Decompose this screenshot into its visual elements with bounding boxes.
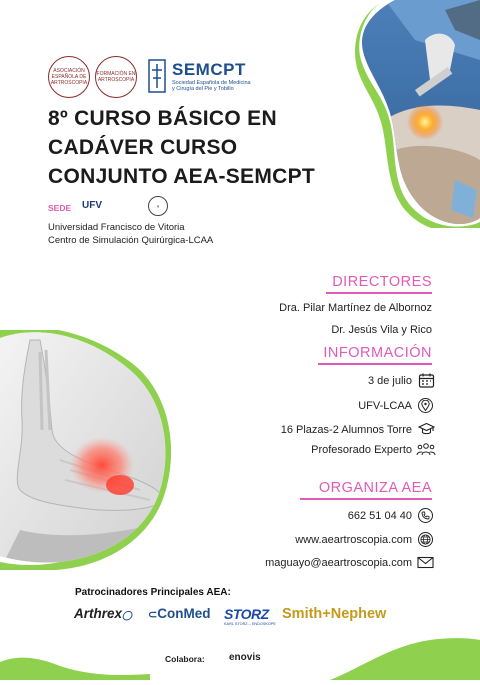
surgery-photo (355, 0, 480, 228)
info-date: 3 de julio (367, 375, 412, 387)
conmed-logo: ⊂ConMed (148, 606, 211, 621)
title-line: CADÁVER CURSO (48, 136, 238, 159)
informacion-title: INFORMACIÓN (323, 345, 432, 361)
director-name: Dr. Jesús Vila y Rico (331, 324, 432, 336)
phone-icon (418, 508, 433, 523)
venue-line: Universidad Francisco de Vitoria (48, 222, 185, 233)
calendar-icon (418, 372, 435, 394)
sede-label: SEDE (48, 203, 72, 213)
colabora-label: Colabora: (165, 654, 205, 664)
semcpt-name: SEMCPT (172, 60, 246, 79)
arthrex-logo: Arthrex◯ (74, 606, 133, 621)
info-plazas: 16 Plazas-2 Alumnos Torre (280, 424, 412, 436)
sponsors-title: Patrocinadores Principales AEA: (75, 587, 231, 598)
title-line: 8º CURSO BÁSICO EN (48, 107, 277, 130)
section-divider (300, 498, 432, 500)
enovis-logo: enovis (229, 652, 261, 663)
conmed-mark-icon: ⊂ (148, 609, 158, 621)
group-icon (416, 442, 436, 462)
globe-icon (418, 532, 433, 547)
course-title (48, 104, 368, 191)
info-place: UFV-LCAA (358, 400, 412, 412)
title-line: CONJUNTO AEA-SEMCPT (48, 165, 316, 188)
organiza-title: ORGANIZA AEA (318, 480, 432, 496)
foot-anatomy-image (0, 330, 175, 570)
section-divider (318, 363, 432, 365)
arthrex-swoosh-icon: ◯ (122, 610, 133, 620)
directores-title: DIRECTORES (332, 274, 432, 290)
mail-icon (417, 556, 434, 574)
venue-line: Centro de Simulación Quirúrgica-LCAA (48, 235, 214, 246)
contact-web[interactable]: www.aeartroscopia.com (295, 534, 412, 546)
smith-nephew-logo: Smith+Nephew (282, 606, 387, 622)
info-profesorado: Profesorado Experto (311, 444, 412, 456)
university-seal-logo: ✝ (148, 196, 168, 216)
formacion-seal-logo: FORMACIÓN EN ARTROSCOPIA (95, 56, 137, 98)
semcpt-subtitle: Sociedad Española de Medicina y Cirugía del Pie y Tobillo (172, 80, 251, 92)
graduation-cap-icon (418, 421, 435, 443)
contact-email[interactable]: maguayo@aeartroscopia.com (265, 557, 412, 569)
aea-seal-logo: ASOCIACIÓN ESPAÑOLA DE ARTROSCOPIA (48, 56, 90, 98)
director-name: Dra. Pilar Martínez de Albornoz (279, 302, 432, 314)
semcpt-figure-logo (146, 58, 168, 94)
section-divider (326, 292, 432, 294)
location-icon (418, 398, 433, 413)
contact-phone[interactable]: 662 51 04 40 (347, 510, 412, 522)
storz-subtitle: KARL STORZ – ENDOSKOPE (224, 622, 276, 626)
storz-logo: STORZ (224, 606, 269, 622)
ufv-logo: UFV (82, 200, 102, 211)
